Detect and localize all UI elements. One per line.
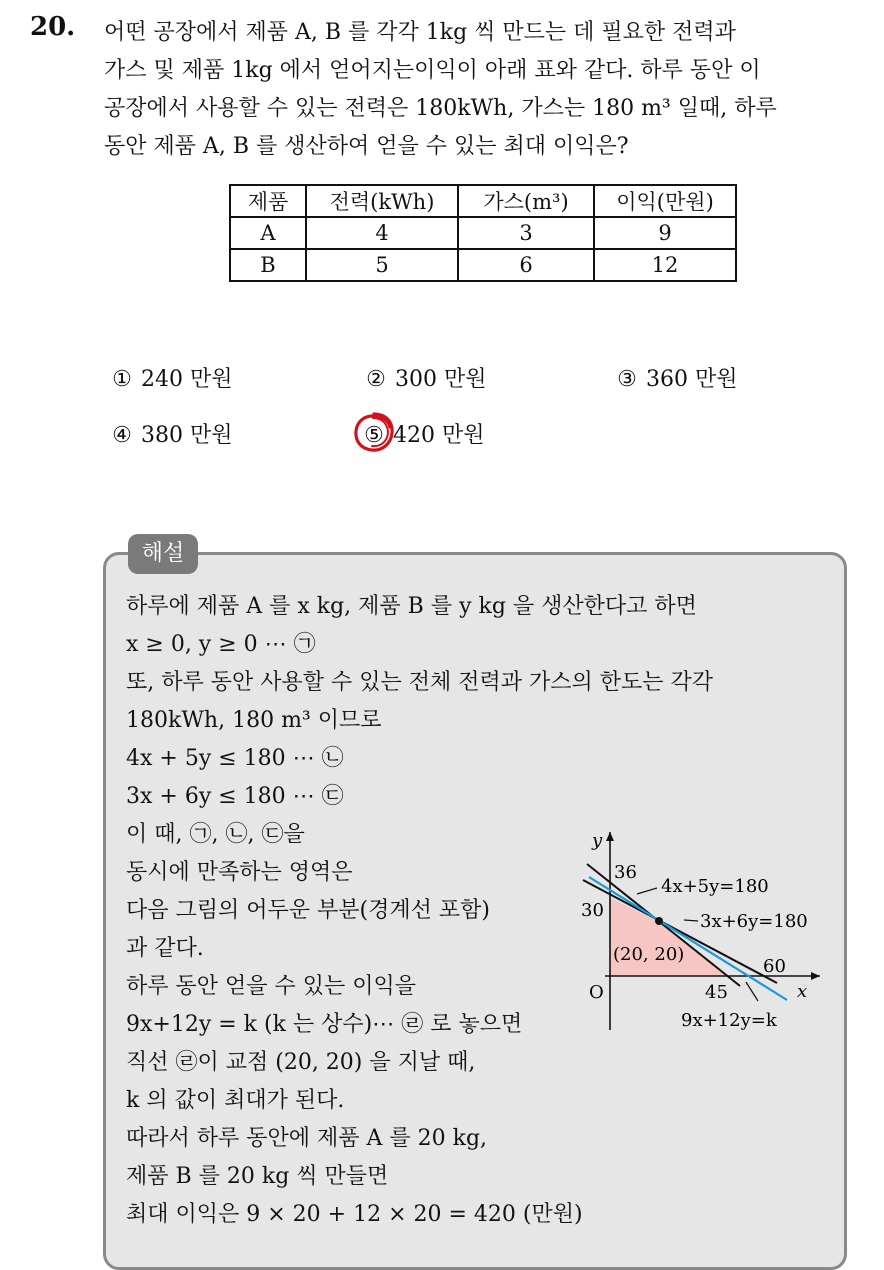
solution-line: 이 때, ㉠, ㉡, ㉢을: [126, 822, 305, 847]
table-cell: 3: [458, 217, 594, 249]
table-cell: 12: [594, 249, 736, 281]
solution-line: 4x + 5y ≤ 180 ⋯ ㉡: [126, 746, 344, 771]
x-axis-label: x: [797, 981, 808, 1002]
table-row: [230, 249, 736, 281]
line-label: 4x+5y=180: [661, 876, 769, 897]
solution-line: k 의 값이 최대가 된다.: [126, 1088, 345, 1113]
table-header: 제품: [230, 185, 306, 217]
y-tick-label: 36: [614, 862, 637, 883]
question-text: [104, 14, 864, 166]
label-leader: [684, 920, 698, 921]
y-axis-arrow: [606, 832, 614, 841]
x-tick-label: 45: [705, 982, 728, 1003]
table-header-row: [230, 185, 736, 217]
question-line: 공장에서 사용할 수 있는 전력은 180kWh, 가스는 180 m³ 일때, 하루: [104, 96, 777, 121]
answer-circle-mark: [352, 410, 396, 454]
table-header: 이익(만원): [594, 185, 736, 217]
line-label: 3x+6y=180: [700, 911, 808, 932]
solution-line: 직선 ㉣이 교점 (20, 20) 을 지날 때,: [126, 1050, 476, 1075]
origin-label: O: [589, 982, 604, 1003]
question-line: 가스 및 제품 1kg 에서 얻어지는이익이 아래 표와 같다. 하루 동안 이: [104, 58, 761, 83]
option-text: 300 만원: [395, 367, 487, 392]
label-leader: [637, 888, 657, 894]
table-cell: B: [230, 249, 306, 281]
solution-line: 다음 그림의 어두운 부분(경계선 포함): [126, 898, 490, 923]
y-tick-label: 30: [581, 900, 604, 921]
table-header: 전력(kWh): [306, 185, 458, 217]
option-symbol: ③: [617, 367, 637, 392]
x-axis-arrow: [811, 972, 820, 980]
data-table: [229, 184, 737, 282]
solution-line: 최대 이익은 9 × 20 + 12 × 20 = 420 (만원): [126, 1202, 583, 1227]
table-cell: 5: [306, 249, 458, 281]
option-4[interactable]: [110, 418, 233, 449]
solution-line: 과 같다.: [126, 936, 204, 961]
option-3[interactable]: [615, 362, 738, 393]
solution-line: 3x + 6y ≤ 180 ⋯ ㉢: [126, 784, 344, 809]
intersection-point: [655, 917, 663, 925]
question-number: 20.: [30, 12, 76, 42]
solution-line: 180kWh, 180 m³ 이므로: [126, 708, 382, 733]
line-label: 9x+12y=k: [681, 1010, 777, 1031]
option-symbol: ④: [112, 423, 132, 448]
solution-line: 제품 B 를 20 kg 씩 만들면: [126, 1164, 389, 1189]
question-line: 동안 제품 A, B 를 생산하여 얻을 수 있는 최대 이익은?: [104, 134, 629, 159]
option-symbol: ②: [366, 367, 386, 392]
question-line: 어떤 공장에서 제품 A, B 를 각각 1kg 씩 만드는 데 필요한 전력과: [104, 20, 736, 45]
label-leader: [746, 982, 758, 1001]
solution-line: 또, 하루 동안 사용할 수 있는 전체 전력과 가스의 한도는 각각: [126, 670, 713, 695]
option-text: 420 만원: [393, 423, 485, 448]
table-cell: 9: [594, 217, 736, 249]
option-symbol: ①: [112, 367, 132, 392]
point-label: (20, 20): [613, 944, 685, 965]
option-text: 240 만원: [141, 367, 233, 392]
feasible-region-graph: [575, 820, 830, 1045]
table-cell: 4: [306, 217, 458, 249]
y-axis-label: y: [592, 830, 603, 851]
option-symbol: ⑤: [364, 423, 384, 448]
table-cell: A: [230, 217, 306, 249]
table-row: [230, 217, 736, 249]
solution-line: 동시에 만족하는 영역은: [126, 860, 353, 885]
solution-line: 하루 동안 얻을 수 있는 이익을: [126, 974, 416, 999]
solution-tag: 해설: [128, 534, 198, 574]
solution-line: x ≥ 0, y ≥ 0 ⋯ ㉠: [126, 632, 316, 657]
solution-line: 9x+12y = k (k 는 상수)⋯ ㉣ 로 놓으면: [126, 1012, 523, 1037]
option-1[interactable]: [110, 362, 233, 393]
table-header: 가스(m³): [458, 185, 594, 217]
option-text: 380 만원: [141, 423, 233, 448]
option-text: 360 만원: [646, 367, 738, 392]
table-cell: 6: [458, 249, 594, 281]
solution-line: 따라서 하루 동안에 제품 A 를 20 kg,: [126, 1126, 488, 1151]
x-tick-label: 60: [763, 956, 786, 977]
solution-line: 하루에 제품 A 를 x kg, 제품 B 를 y kg 을 생산한다고 하면: [126, 594, 697, 619]
option-2[interactable]: [364, 362, 487, 393]
